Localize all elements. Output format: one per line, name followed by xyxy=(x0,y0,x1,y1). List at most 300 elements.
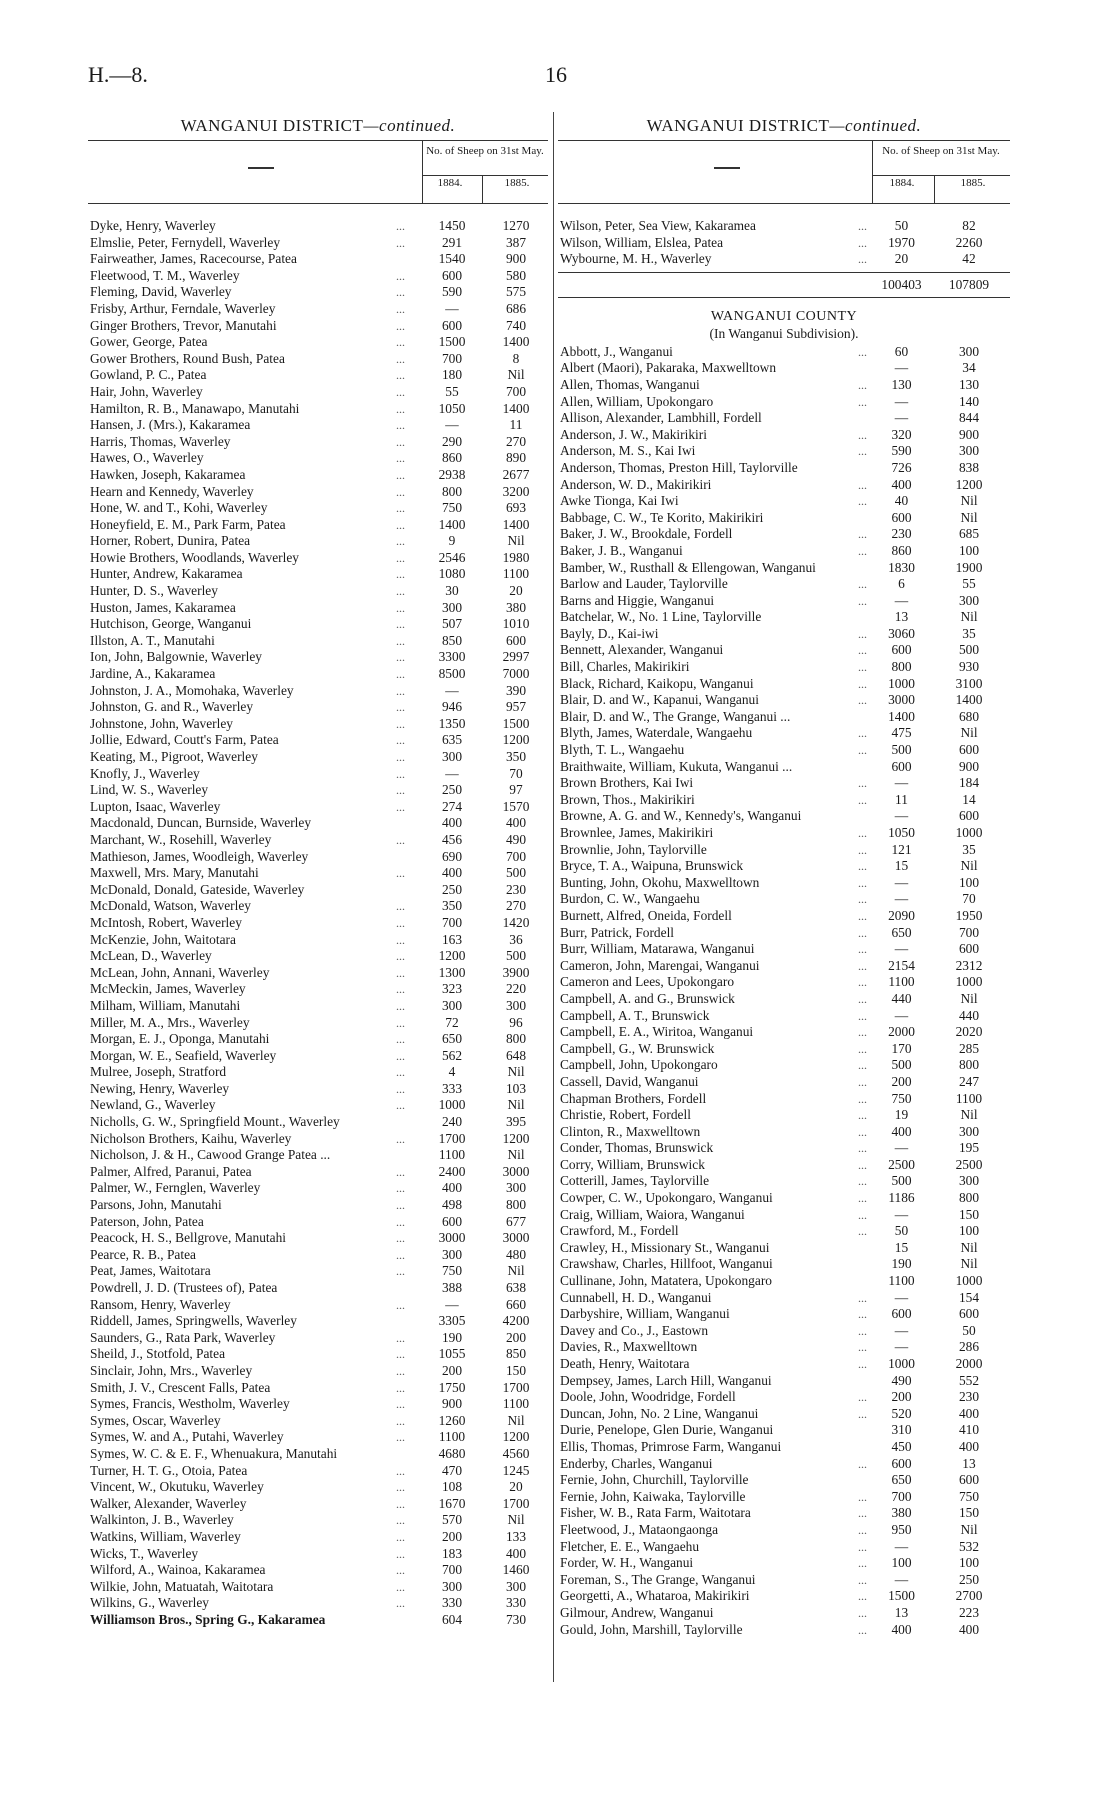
sheep-1885: 440 xyxy=(958,1007,980,1023)
sheep-1885: 4560 xyxy=(502,1445,530,1461)
table-row xyxy=(558,344,1010,361)
county-heading xyxy=(558,298,1010,344)
sheep-header-label: No. of Sheep on 31st May. xyxy=(872,145,1010,176)
sheep-1884: 15 xyxy=(894,1239,909,1255)
owner-name: Pearce, R. B., Patea xyxy=(90,1246,196,1262)
sheep-1885: 750 xyxy=(958,1488,980,1504)
sheep-1885: 730 xyxy=(505,1611,527,1627)
leader-dots: ... xyxy=(396,351,405,366)
sheep-1884: 1186 xyxy=(888,1190,915,1206)
table-row xyxy=(558,576,1010,593)
sheep-1885: Nil xyxy=(960,1521,978,1537)
right-title: WANGANUI DISTRICT—continued. xyxy=(646,116,922,135)
owner-name: Corry, William, Brunswick xyxy=(560,1156,705,1172)
leader-dots: ... xyxy=(858,1058,867,1073)
table-row xyxy=(558,410,1010,427)
table-row xyxy=(558,1207,1010,1224)
leader-dots: ... xyxy=(858,1224,867,1239)
owner-name: Hamilton, R. B., Manawapo, Manutahi xyxy=(90,400,300,416)
owner-name: Burnett, Alfred, Oneida, Fordell xyxy=(560,907,732,923)
sheep-1884: — xyxy=(894,941,909,957)
leader-dots: ... xyxy=(396,1513,405,1528)
table-row xyxy=(88,417,548,434)
page-number: 16 xyxy=(545,62,567,87)
owner-name: McMeckin, James, Waverley xyxy=(90,981,246,997)
table-row xyxy=(88,1081,548,1098)
owner-name: Gower Brothers, Round Bush, Patea xyxy=(90,350,285,366)
sheep-1885: 1245 xyxy=(502,1462,530,1478)
sheep-1885: 300 xyxy=(958,1173,980,1189)
owner-name: McDonald, Watson, Waverley xyxy=(90,898,251,914)
table-row xyxy=(558,360,1010,377)
owner-name: Allen, Thomas, Wanganui xyxy=(560,376,700,392)
owner-name: Anderson, W. D., Makirikiri xyxy=(560,476,712,492)
owner-name: Wicks, T., Waverley xyxy=(90,1545,199,1561)
sheep-1885: 230 xyxy=(958,1389,980,1405)
table-row xyxy=(558,460,1010,477)
owner-name: Hawes, O., Waverley xyxy=(90,450,204,466)
sheep-1885: 1400 xyxy=(955,692,983,708)
sheep-1884: 108 xyxy=(441,1479,463,1495)
table-row xyxy=(88,782,548,799)
owner-name: Burdon, C. W., Wangaehu xyxy=(560,891,700,907)
district-total-row xyxy=(558,272,1010,298)
sheep-1885: 2020 xyxy=(955,1024,983,1040)
owner-name: Dempsey, James, Larch Hill, Wanganui xyxy=(560,1372,772,1388)
table-row xyxy=(558,742,1010,759)
owner-name: Harris, Thomas, Waverley xyxy=(90,433,231,449)
year-1885-header: 1885. xyxy=(960,177,986,189)
header-dash xyxy=(714,167,740,169)
table-row xyxy=(558,1223,1010,1240)
leader-dots: ... xyxy=(858,219,867,233)
leader-dots: ... xyxy=(858,1556,867,1571)
leader-dots: ... xyxy=(396,1214,405,1229)
leader-dots: ... xyxy=(858,643,867,658)
sheep-1884: 291 xyxy=(441,234,463,250)
leader-dots: ... xyxy=(396,965,405,980)
table-row xyxy=(88,434,548,451)
sheep-1884: 1000 xyxy=(888,675,915,691)
table-row xyxy=(558,427,1010,444)
owner-name: Browne, A. G. and W., Kennedy's, Wanganui xyxy=(560,808,802,824)
leader-dots: ... xyxy=(858,991,867,1006)
sheep-1885: 1460 xyxy=(502,1562,530,1578)
table-row xyxy=(558,1456,1010,1473)
owner-name: Powdrell, J. D. (Trustees of), Patea xyxy=(90,1280,278,1295)
owner-name: Palmer, Alfred, Paranui, Patea xyxy=(90,1163,252,1179)
sheep-1885: 300 xyxy=(958,343,980,359)
sheep-1884: 170 xyxy=(891,1040,912,1056)
leader-dots: ... xyxy=(858,942,867,957)
owner-name: Fleming, David, Waverley xyxy=(90,284,232,300)
leader-dots: ... xyxy=(858,1605,867,1620)
owner-name: Black, Richard, Kaikopu, Wanganui xyxy=(560,675,754,691)
owner-name: Death, Henry, Waitotara xyxy=(560,1356,690,1371)
sheep-1885: 500 xyxy=(505,865,527,881)
owner-name: Smith, J. V., Crescent Falls, Patea xyxy=(90,1379,271,1395)
sheep-1885: 900 xyxy=(958,426,980,442)
sheep-1884: 333 xyxy=(441,1080,463,1096)
table-row xyxy=(88,981,548,998)
sheep-1884: — xyxy=(894,1322,909,1338)
sheep-1885: 1400 xyxy=(502,516,530,532)
leader-dots: ... xyxy=(396,401,405,416)
leader-dots: ... xyxy=(858,1290,867,1305)
table-row xyxy=(558,1240,1010,1257)
sheep-1884: 650 xyxy=(441,1031,463,1047)
leader-dots: ... xyxy=(396,318,405,333)
leader-dots: ... xyxy=(396,932,405,947)
sheep-1884: 1400 xyxy=(888,708,915,724)
sheep-1884: 2546 xyxy=(438,549,466,565)
owner-name: Abbott, J., Wanganui xyxy=(560,343,673,359)
sheep-1885: 300 xyxy=(505,1578,527,1594)
table-row xyxy=(88,1214,548,1231)
leader-dots: ... xyxy=(858,1108,867,1123)
sheep-1885: 55 xyxy=(962,576,976,592)
leader-dots: ... xyxy=(858,1157,867,1172)
table-row xyxy=(88,583,548,600)
table-row xyxy=(558,1074,1010,1091)
sheep-1884: 946 xyxy=(441,699,463,715)
leader-dots: ... xyxy=(396,1081,405,1096)
table-row xyxy=(558,218,1010,235)
sheep-1885: 930 xyxy=(958,659,980,675)
leader-dots: ... xyxy=(396,301,405,316)
sheep-1885: 2997 xyxy=(502,649,530,665)
sheep-1884: 72 xyxy=(445,1014,459,1030)
owner-name: Davies, R., Maxwelltown xyxy=(560,1339,698,1355)
table-row xyxy=(558,1091,1010,1108)
owner-name: Davey and Co., J., Eastown xyxy=(560,1322,709,1338)
sheep-1884: — xyxy=(894,808,909,824)
sheep-1884: 400 xyxy=(441,865,463,881)
table-row xyxy=(558,609,1010,626)
sheep-1884: 1670 xyxy=(438,1495,466,1511)
owner-name: Wybourne, M. H., Waverley xyxy=(560,251,712,267)
table-row xyxy=(88,318,548,335)
sheep-1884: 240 xyxy=(441,1114,463,1130)
leader-dots: ... xyxy=(396,832,405,847)
owner-name: Huston, James, Kakaramea xyxy=(90,599,236,615)
table-row xyxy=(558,1522,1010,1539)
sheep-1885: 42 xyxy=(962,251,976,267)
leader-dots: ... xyxy=(858,235,867,250)
table-row xyxy=(88,882,548,899)
leader-dots: ... xyxy=(858,1406,867,1421)
sheep-1884: 3000 xyxy=(888,692,915,708)
sheep-1885: 900 xyxy=(505,251,527,267)
sheep-1885: 330 xyxy=(505,1595,527,1611)
sheep-1884: — xyxy=(445,682,459,698)
sheep-1885: 247 xyxy=(958,1073,980,1089)
sheep-1884: 250 xyxy=(441,782,463,798)
sheep-1884: 600 xyxy=(441,267,463,283)
sheep-1885: 900 xyxy=(958,758,980,774)
owner-name: Braithwaite, William, Kukuta, Wanganui ... xyxy=(560,758,793,774)
table-row xyxy=(558,659,1010,676)
table-row xyxy=(88,649,548,666)
table-row xyxy=(558,1323,1010,1340)
table-row xyxy=(88,1380,548,1397)
owner-name: Blyth, T. L., Wangaehu xyxy=(560,742,685,758)
sheep-1884: 200 xyxy=(891,1389,912,1405)
leader-dots: ... xyxy=(858,1622,867,1637)
table-row xyxy=(88,1164,548,1181)
sheep-1885: 300 xyxy=(958,1123,980,1139)
table-row xyxy=(558,1605,1010,1622)
table-row xyxy=(88,732,548,749)
leader-dots: ... xyxy=(396,517,405,532)
table-row xyxy=(88,1479,548,1496)
sheep-1884: 60 xyxy=(894,343,909,359)
owner-name: Fernie, John, Kaiwaka, Taylorville xyxy=(560,1488,746,1504)
sheep-1885: 70 xyxy=(509,765,523,781)
owner-name: Baker, J. W., Brookdale, Fordell xyxy=(560,526,733,542)
leader-dots: ... xyxy=(858,1307,867,1322)
leader-dots: ... xyxy=(858,1340,867,1355)
sheep-1885: 3100 xyxy=(955,675,983,691)
table-row xyxy=(88,1346,548,1363)
sheep-1884: 1750 xyxy=(438,1379,466,1395)
sheep-1884: 604 xyxy=(441,1611,463,1627)
owner-name: Lupton, Isaac, Waverley xyxy=(90,798,221,814)
owner-name: Williamson Bros., Spring G., Kakaramea xyxy=(90,1611,326,1627)
owner-name: McKenzie, John, Waitotara xyxy=(90,931,236,947)
sheep-1885: 300 xyxy=(958,443,980,459)
leader-dots: ... xyxy=(396,1579,405,1594)
sheep-1884: 860 xyxy=(441,450,463,466)
sheep-1885: 800 xyxy=(505,1031,527,1047)
sheep-1885: 387 xyxy=(505,234,527,250)
column-divider xyxy=(553,112,554,1682)
sheep-1884: — xyxy=(894,891,909,907)
owner-name: Gould, John, Marshill, Taylorville xyxy=(560,1621,743,1637)
table-row xyxy=(558,941,1010,958)
owner-name: Fairweather, James, Racecourse, Patea xyxy=(90,251,297,267)
sheep-1885: Nil xyxy=(960,858,978,874)
table-row xyxy=(558,925,1010,942)
sheep-1884: 1055 xyxy=(438,1346,466,1362)
header-dash xyxy=(248,167,274,169)
sheep-1884: 2500 xyxy=(888,1156,915,1172)
owner-name: Barns and Higgie, Wanganui xyxy=(560,592,715,608)
owner-name: Chapman Brothers, Fordell xyxy=(560,1090,707,1106)
table-row xyxy=(88,1363,548,1380)
sheep-1884: 300 xyxy=(441,1246,463,1262)
sheep-1884: 1260 xyxy=(438,1412,466,1428)
sheep-1885: 1000 xyxy=(955,1273,983,1289)
owner-name: Gower, George, Patea xyxy=(90,334,208,350)
leader-dots: ... xyxy=(396,1330,405,1345)
sheep-1884: 2090 xyxy=(888,907,915,923)
table-row xyxy=(88,1612,548,1629)
table-row xyxy=(558,493,1010,510)
leader-dots: ... xyxy=(858,1539,867,1554)
table-row xyxy=(558,1555,1010,1572)
sheep-1884: 1500 xyxy=(438,334,466,350)
leader-dots: ... xyxy=(396,650,405,665)
sheep-1884: 600 xyxy=(891,509,912,525)
sheep-1884: 2400 xyxy=(438,1163,466,1179)
owner-name: Hansen, J. (Mrs.), Kakaramea xyxy=(90,417,251,433)
sheep-1885: 400 xyxy=(958,1621,980,1637)
owner-name: Campbell, G., W. Brunswick xyxy=(560,1040,715,1056)
table-row xyxy=(88,766,548,783)
sheep-1884: — xyxy=(894,592,909,608)
leader-dots: ... xyxy=(858,776,867,791)
sheep-1885: 97 xyxy=(509,782,523,798)
sheep-1884: 520 xyxy=(891,1405,912,1421)
sheep-1884: 2000 xyxy=(888,1024,915,1040)
sheep-1884: 590 xyxy=(441,284,463,300)
total-1885: 107809 xyxy=(948,276,990,292)
owner-name: Morgan, W. E., Seafield, Waverley xyxy=(90,1047,277,1063)
table-row xyxy=(88,1529,548,1546)
sheep-1884: 300 xyxy=(441,997,463,1013)
sheep-1885: 220 xyxy=(505,981,527,997)
sheep-1885: 35 xyxy=(962,841,976,857)
table-row xyxy=(558,560,1010,577)
county-subtitle: (In Wanganui Subdivision). xyxy=(709,325,859,341)
leader-dots: ... xyxy=(396,700,405,715)
leader-dots: ... xyxy=(858,1489,867,1504)
leader-dots: ... xyxy=(858,726,867,741)
owner-name: Cotterill, James, Taylorville xyxy=(560,1173,710,1189)
owner-name: Jollie, Edward, Coutt's Farm, Patea xyxy=(90,732,279,748)
table-row xyxy=(88,849,548,866)
leader-dots: ... xyxy=(396,368,405,383)
owner-name: Dyke, Henry, Waverley xyxy=(90,218,216,233)
owner-name: Forder, W. H., Wanganui xyxy=(560,1555,694,1571)
owner-name: Blyth, James, Waterdale, Wangaehu xyxy=(560,725,753,741)
owner-name: Bunting, John, Okohu, Maxwelltown xyxy=(560,874,760,890)
sheep-1884: 350 xyxy=(441,898,463,914)
table-row xyxy=(558,1356,1010,1373)
sheep-1885: 844 xyxy=(958,410,980,426)
owner-name: Doole, John, Woodridge, Fordell xyxy=(560,1389,736,1405)
sheep-1885: 686 xyxy=(505,300,527,316)
owner-name: Nicholson Brothers, Kaihu, Waverley xyxy=(90,1130,292,1146)
table-row xyxy=(88,832,548,849)
sheep-1885: 8 xyxy=(512,350,520,366)
owner-name: Elmslie, Peter, Fernydell, Waverley xyxy=(90,234,281,250)
left-column xyxy=(88,112,548,1628)
table-row xyxy=(558,759,1010,776)
right-column xyxy=(558,112,1010,1638)
sheep-1885: Nil xyxy=(507,1412,525,1428)
table-row xyxy=(558,875,1010,892)
sheep-1884: 490 xyxy=(891,1372,912,1388)
table-row xyxy=(558,543,1010,560)
table-row xyxy=(558,394,1010,411)
owner-name: Fletcher, E. E., Wangaehu xyxy=(560,1538,700,1554)
sheep-1884: 1350 xyxy=(438,715,466,731)
table-row xyxy=(88,1463,548,1480)
sheep-1885: Nil xyxy=(960,1239,978,1255)
right-table-header xyxy=(558,140,1010,204)
sheep-1884: 440 xyxy=(891,990,912,1006)
sheep-1885: 380 xyxy=(505,599,527,615)
sheep-1885: 638 xyxy=(505,1280,527,1295)
table-row xyxy=(88,1180,548,1197)
table-row xyxy=(88,301,548,318)
table-row xyxy=(88,799,548,816)
owner-name: Albert (Maori), Pakaraka, Maxwelltown xyxy=(560,360,777,376)
sheep-1884: 1100 xyxy=(888,974,915,990)
leader-dots: ... xyxy=(858,660,867,675)
sheep-1884: — xyxy=(445,765,459,781)
table-row xyxy=(88,284,548,301)
sheep-1884: — xyxy=(894,410,909,426)
table-row xyxy=(88,716,548,733)
owner-name: Hair, John, Waverley xyxy=(90,383,203,399)
leader-dots: ... xyxy=(396,866,405,881)
sheep-1885: 1900 xyxy=(955,559,983,575)
owner-name: Johnston, J. A., Momohaka, Waverley xyxy=(90,682,294,698)
owner-name: Blair, D. and W., The Grange, Wanganui ... xyxy=(560,708,791,724)
sheep-1884: 50 xyxy=(894,1223,909,1239)
leader-dots: ... xyxy=(858,1323,867,1338)
owner-name: Babbage, C. W., Te Korito, Makirikiri xyxy=(560,509,764,525)
owner-name: Brownlee, James, Makirikiri xyxy=(560,825,714,840)
leader-dots: ... xyxy=(858,875,867,890)
sheep-1884: 1100 xyxy=(438,1147,466,1163)
leader-dots: ... xyxy=(396,1563,405,1578)
table-row xyxy=(88,965,548,982)
table-row xyxy=(88,1031,548,1048)
owner-name: Awke Tionga, Kai Iwi xyxy=(560,493,679,509)
table-row xyxy=(88,948,548,965)
table-row xyxy=(558,642,1010,659)
left-rows xyxy=(88,218,548,1628)
leader-dots: ... xyxy=(858,1141,867,1156)
table-row xyxy=(88,616,548,633)
sheep-1884: 20 xyxy=(894,251,909,267)
leader-dots: ... xyxy=(396,600,405,615)
sheep-1884: 274 xyxy=(441,798,463,814)
sheep-1884: 180 xyxy=(441,367,463,383)
sheep-1885: 100 xyxy=(958,1555,980,1571)
sheep-1884: 3000 xyxy=(438,1230,466,1246)
owner-name: Hunter, Andrew, Kakaramea xyxy=(90,566,243,582)
owner-name: Wilford, A., Wainoa, Kakaramea xyxy=(90,1562,266,1578)
owner-name: Keating, M., Pigroot, Waverley xyxy=(90,749,258,764)
owner-name: Newland, G., Waverley xyxy=(90,1097,216,1113)
sheep-1884: — xyxy=(445,300,459,316)
owner-name: Conder, Thomas, Brunswick xyxy=(560,1140,714,1156)
sheep-1885: 532 xyxy=(958,1538,980,1554)
leader-dots: ... xyxy=(858,1091,867,1106)
sheep-1885: 1980 xyxy=(502,549,530,565)
owner-name: Georgetti, A., Whataroa, Makirikiri xyxy=(560,1588,750,1604)
owner-name: Ion, John, Balgownie, Waverley xyxy=(90,649,262,665)
leader-dots: ... xyxy=(396,1496,405,1511)
owner-name: Brown, Thos., Makirikiri xyxy=(560,791,695,807)
table-row xyxy=(88,749,548,766)
sheep-1885: 250 xyxy=(958,1571,980,1587)
sheep-1884: 320 xyxy=(891,426,912,442)
owner-name: Vincent, W., Okutuku, Waverley xyxy=(90,1479,264,1495)
sheep-1885: 2312 xyxy=(955,957,983,973)
sheep-1885: 3900 xyxy=(502,964,530,980)
owner-name: Ransom, Henry, Waverley xyxy=(90,1296,231,1312)
sheep-1884: 4 xyxy=(448,1064,456,1080)
owner-name: Palmer, W., Fernglen, Waverley xyxy=(90,1180,261,1196)
leader-dots: ... xyxy=(858,1074,867,1089)
sheep-1885: 1420 xyxy=(502,914,530,930)
